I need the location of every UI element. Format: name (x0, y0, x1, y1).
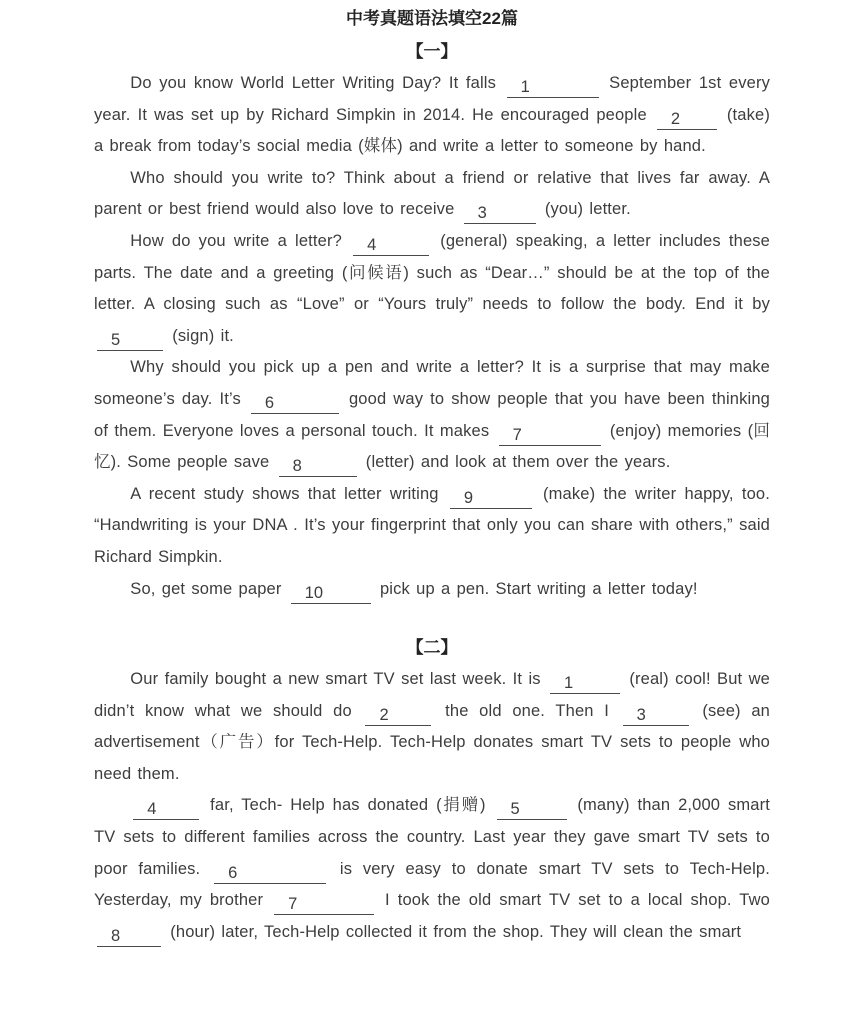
blank-field: 4 (353, 234, 429, 256)
paragraph: Do you know World Letter Writing Day? It falls 1 September 1st every year. It was set up by Richard Simpkin in 2014. He encouraged people 2 (take) a break from today’s social media (媒体) and write a letter to someone by hand. (94, 74, 770, 156)
blank-field: 6 (214, 862, 326, 884)
blank-field: 4 (133, 798, 199, 820)
section-heading: 【一】 (406, 42, 458, 61)
paragraph: Why should you pick up a pen and write a letter? It is a surprise that may make someone’s day. It’s 6 good way to show people that you have been thinking of them. Everyone loves a personal touch. It makes 7 (enjoy) memories (回忆). Some people save 8 (letter) and look at them over the years. (94, 358, 770, 476)
blank-field: 8 (97, 925, 161, 947)
blank-field: 6 (251, 392, 339, 414)
document-title: 中考真题语法填空22篇 (346, 9, 518, 28)
paragraph: Who should you write to? Think about a friend or relative that lives far away. A parent or best friend would also love to receive 3 (you) letter. (94, 168, 770, 223)
blank-field: 7 (499, 424, 601, 446)
paragraph: How do you write a letter? 4 (general) speaking, a letter includes these parts. The date and a greeting (问候语) such as “Dear…” should be at the top of the letter. A closing such as “Love” or “Yours truly” needs to follow the body. End it by 5 (sign) it. (94, 231, 770, 349)
paragraph: 4 far, Tech- Help has donated (捐赠) 5 (many) than 2,000 smart TV sets to different families across the country. Last year they gave smart TV sets to poor families. 6 is very easy to donate smart TV sets to Tech-Help. Yesterday, my brother 7 I took the old smart TV set to a local shop. Two 8 (hour) later, Tech-Help collected it from the shop. They will clean the smart (94, 796, 770, 945)
blank-field: 10 (291, 582, 371, 604)
paragraph: So, get some paper 10 pick up a pen. Start writing a letter today! (130, 579, 698, 602)
blank-field: 2 (365, 704, 431, 726)
blank-field: 3 (623, 704, 689, 726)
blank-field: 5 (97, 329, 163, 351)
blank-field: 9 (450, 487, 532, 509)
section-heading: 【二】 (406, 638, 458, 658)
paragraph: Our family bought a new smart TV set last week. It is 1 (real) cool! But we didn’t know what we should do 2 the old one. Then I 3 (see) an advertisement（广告）for Tech-Help. Tech-Help donates smart TV sets to people who need them. (94, 670, 770, 783)
blank-field: 3 (464, 202, 536, 224)
blank-field: 5 (497, 798, 567, 820)
blank-field: 1 (550, 672, 620, 694)
paragraph: A recent study shows that letter writing 9 (make) the writer happy, too. “Handwriting is your DNA . It’s your fingerprint that only you can share with others,” said Richard Simpkin. (94, 484, 770, 566)
blank-field: 8 (279, 455, 357, 477)
exercise-section (94, 36, 770, 605)
exercise-section (94, 632, 770, 948)
blank-field: 1 (507, 76, 599, 98)
blank-field: 7 (274, 893, 374, 915)
blank-field: 2 (657, 108, 717, 130)
document-body (94, 36, 770, 948)
